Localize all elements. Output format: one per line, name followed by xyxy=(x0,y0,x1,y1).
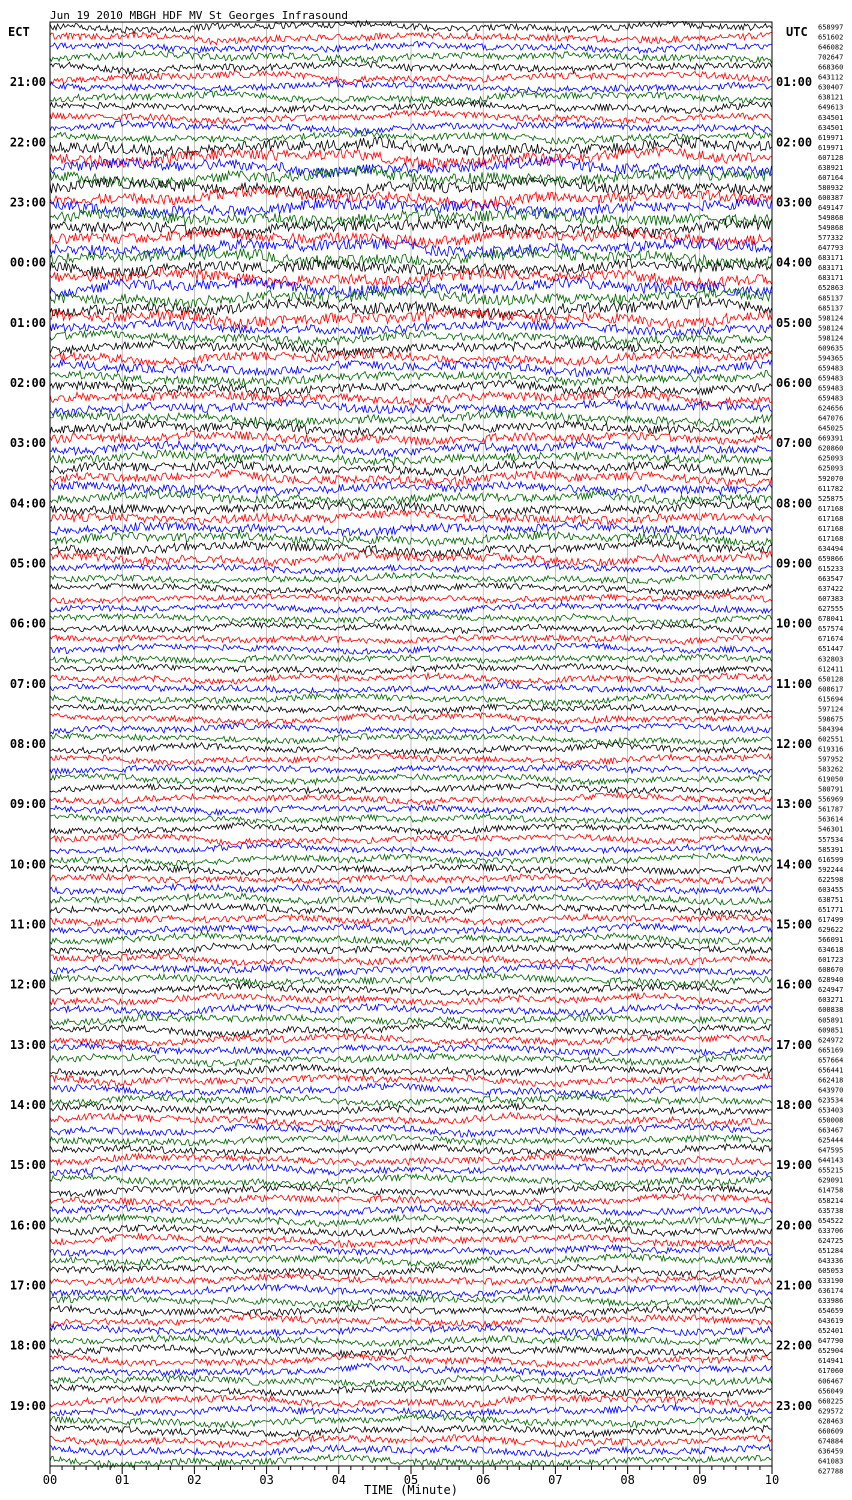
trace-scale-label: 643619 xyxy=(818,1317,844,1326)
trace-scale-label: 577332 xyxy=(818,234,844,243)
trace-scale-label: 652904 xyxy=(818,1347,844,1356)
trace-scale-label: 612411 xyxy=(818,665,844,674)
trace-scale-label: 702647 xyxy=(818,53,844,62)
trace-scale-label: 645025 xyxy=(818,424,844,433)
trace-scale-label: 617168 xyxy=(818,534,844,543)
trace-scale-label: 619050 xyxy=(818,775,844,784)
trace-scale-label: 637422 xyxy=(818,585,844,594)
trace-scale-label: 683171 xyxy=(818,274,844,283)
right-hour-label: 23:00 xyxy=(776,1398,813,1413)
trace-scale-label: 561787 xyxy=(818,805,844,814)
left-hour-label: 17:00 xyxy=(9,1278,46,1293)
right-hour-label: 14:00 xyxy=(776,857,813,872)
trace-scale-label: 629091 xyxy=(818,1176,844,1185)
right-hour-label: 16:00 xyxy=(776,977,813,992)
trace-scale-label: 624972 xyxy=(818,1036,844,1045)
trace-scale-label: 597952 xyxy=(818,755,844,764)
trace-scale-label: 557534 xyxy=(818,835,844,844)
trace-scale-label: 646082 xyxy=(818,43,844,52)
x-tick-label: 03 xyxy=(259,1473,274,1487)
x-tick-label: 01 xyxy=(114,1473,130,1487)
left-hour-label: 21:00 xyxy=(9,75,46,90)
trace-scale-label: 592070 xyxy=(818,474,844,483)
trace-scale-label: 549868 xyxy=(818,224,844,233)
trace-scale-label: 660609 xyxy=(818,1427,844,1436)
left-hour-label: 01:00 xyxy=(9,315,46,330)
trace-scale-label: 633706 xyxy=(818,1226,844,1235)
left-hour-label: 23:00 xyxy=(9,195,46,210)
trace-scale-label: 624947 xyxy=(818,986,844,995)
trace-scale-label: 617499 xyxy=(818,915,844,924)
trace-scale-label: 598124 xyxy=(818,314,844,323)
trace-scale-label: 609851 xyxy=(818,1026,844,1035)
x-tick-label: 00 xyxy=(42,1473,58,1487)
trace-scale-label: 635738 xyxy=(818,1206,844,1215)
left-hour-label: 11:00 xyxy=(9,917,46,932)
trace-scale-label: 624725 xyxy=(818,1236,844,1245)
trace-scale-label: 546301 xyxy=(818,825,844,834)
trace-scale-label: 683171 xyxy=(818,254,844,263)
trace-scale-label: 608670 xyxy=(818,966,844,975)
trace-scale-label: 617168 xyxy=(818,524,844,533)
trace-scale-label: 619316 xyxy=(818,745,844,754)
trace-scale-label: 654522 xyxy=(818,1216,844,1225)
trace-scale-label: 630407 xyxy=(818,83,844,92)
trace-scale-label: 628463 xyxy=(818,1417,844,1426)
right-hour-label: 22:00 xyxy=(776,1338,813,1353)
trace-scale-label: 549868 xyxy=(818,214,844,223)
trace-scale-label: 643112 xyxy=(818,73,844,82)
trace-scale-label: 602551 xyxy=(818,735,844,744)
right-hour-label: 19:00 xyxy=(776,1158,813,1173)
left-hour-label: 02:00 xyxy=(9,376,46,390)
trace-scale-label: 644143 xyxy=(818,1156,844,1165)
trace-scale-label: 594365 xyxy=(818,354,844,363)
left-hour-label: 18:00 xyxy=(9,1338,46,1353)
trace-scale-label: 598124 xyxy=(818,334,844,343)
right-hour-label: 06:00 xyxy=(776,376,813,390)
left-hour-label: 04:00 xyxy=(9,496,46,511)
right-hour-label: 01:00 xyxy=(776,75,813,90)
trace-scale-label: 607164 xyxy=(818,173,844,182)
left-hour-label: 07:00 xyxy=(9,676,46,691)
trace-scale-label: 656049 xyxy=(818,1387,844,1396)
trace-scale-label: 615233 xyxy=(818,565,844,574)
trace-scale-label: 643970 xyxy=(818,1086,844,1095)
trace-scale-label: 624656 xyxy=(818,404,844,413)
trace-scale-label: 603271 xyxy=(818,996,844,1005)
trace-scale-label: 607128 xyxy=(818,153,844,162)
trace-scale-label: 611782 xyxy=(818,484,844,493)
trace-scale-label: 638751 xyxy=(818,895,844,904)
right-hour-label: 15:00 xyxy=(776,917,813,932)
trace-scale-label: 657664 xyxy=(818,1056,844,1065)
trace-scale-label: 685137 xyxy=(818,304,844,313)
right-hour-label: 11:00 xyxy=(776,676,813,691)
left-hour-label: 12:00 xyxy=(9,977,46,992)
trace-scale-label: 584394 xyxy=(818,725,844,734)
trace-scale-label: 592244 xyxy=(818,865,844,874)
x-tick-label: 02 xyxy=(187,1473,202,1487)
trace-scale-label: 683171 xyxy=(818,264,844,273)
trace-scale-label: 647595 xyxy=(818,1146,844,1155)
trace-scale-label: 525875 xyxy=(818,494,844,503)
trace-scale-label: 600838 xyxy=(818,1006,844,1015)
trace-scale-label: 641083 xyxy=(818,1457,844,1466)
trace-scale-label: 647790 xyxy=(818,1337,844,1346)
trace-scale-label: 607383 xyxy=(818,595,844,604)
trace-scale-label: 605053 xyxy=(818,1266,844,1275)
trace-scale-label: 662418 xyxy=(818,1076,844,1085)
x-tick-label: 05 xyxy=(403,1473,419,1487)
trace-scale-label: 580932 xyxy=(818,183,844,192)
left-timezone-label: ECT xyxy=(8,25,30,39)
trace-scale-label: 638121 xyxy=(818,93,844,102)
trace-scale-label: 658997 xyxy=(818,23,844,32)
right-hour-label: 04:00 xyxy=(776,255,813,270)
trace-scale-label: 636174 xyxy=(818,1287,844,1296)
trace-scale-label: 652863 xyxy=(818,284,844,293)
right-hour-label: 12:00 xyxy=(776,737,813,751)
trace-scale-label: 617168 xyxy=(818,514,844,523)
left-hour-label: 09:00 xyxy=(9,797,46,812)
trace-scale-label: 650128 xyxy=(818,675,844,684)
trace-scale-label: 651284 xyxy=(818,1246,844,1255)
right-timezone-label: UTC xyxy=(786,25,808,39)
trace-scale-label: 660225 xyxy=(818,1397,844,1406)
trace-scale-label: 636459 xyxy=(818,1447,844,1456)
trace-scale-labels xyxy=(818,24,843,1476)
trace-scale-label: 608617 xyxy=(818,685,844,694)
right-hour-label: 02:00 xyxy=(776,135,813,150)
x-tick-label: 10 xyxy=(764,1473,780,1487)
trace-scale-label: 674884 xyxy=(818,1437,844,1446)
trace-scale-label: 647076 xyxy=(818,414,844,423)
trace-scale-label: 651602 xyxy=(818,33,844,42)
left-hour-label: 16:00 xyxy=(9,1218,46,1233)
trace-scale-label: 598675 xyxy=(818,715,844,724)
trace-scale-label: 634501 xyxy=(818,113,844,122)
trace-scale-label: 623534 xyxy=(818,1096,844,1105)
left-hour-label: 03:00 xyxy=(9,436,46,451)
right-hour-label: 10:00 xyxy=(776,616,813,631)
trace-scale-label: 614758 xyxy=(818,1186,844,1195)
trace-scale-label: 585391 xyxy=(818,845,844,854)
trace-scale-label: 603455 xyxy=(818,885,844,894)
trace-scale-label: 616599 xyxy=(818,855,844,864)
trace-scale-label: 601723 xyxy=(818,956,844,965)
x-tick-label: 09 xyxy=(692,1473,708,1487)
trace-scale-label: 628940 xyxy=(818,976,844,985)
trace-scale-label: 563614 xyxy=(818,815,844,824)
trace-scale-label: 663467 xyxy=(818,1126,844,1135)
trace-scale-label: 650008 xyxy=(818,1116,844,1125)
left-hour-label: 13:00 xyxy=(9,1037,46,1052)
x-tick-label: 08 xyxy=(620,1473,635,1487)
trace-scale-label: 598124 xyxy=(818,324,844,333)
trace-scale-label: 659483 xyxy=(818,384,844,393)
trace-scale-label: 665169 xyxy=(818,1046,844,1055)
trace-scale-label: 651447 xyxy=(818,645,844,654)
trace-scale-label: 600387 xyxy=(818,193,844,202)
trace-scale-label: 643336 xyxy=(818,1256,844,1265)
trace-scale-label: 668360 xyxy=(818,63,844,72)
trace-scale-label: 651771 xyxy=(818,905,844,914)
left-hour-label: 15:00 xyxy=(9,1158,46,1173)
trace-scale-label: 659866 xyxy=(818,554,844,563)
trace-scale-label: 619971 xyxy=(818,133,844,142)
trace-scale-label: 617168 xyxy=(818,504,844,513)
trace-scale-label: 619971 xyxy=(818,143,844,152)
trace-scale-label: 657574 xyxy=(818,625,844,634)
trace-scale-label: 663547 xyxy=(818,575,844,584)
trace-scale-label: 634494 xyxy=(818,544,844,553)
x-tick-label: 04 xyxy=(331,1473,347,1487)
trace-scale-label: 580791 xyxy=(818,785,844,794)
right-hour-label: 17:00 xyxy=(776,1037,813,1052)
chart-title: Jun 19 2010 MBGH HDF MV St Georges Infrasound xyxy=(50,9,349,22)
trace-scale-label: 632803 xyxy=(818,655,844,664)
right-hour-label: 07:00 xyxy=(776,436,813,451)
trace-scale-label: 634618 xyxy=(818,946,844,955)
trace-scale-label: 627788 xyxy=(818,1467,844,1476)
trace-scale-label: 583262 xyxy=(818,765,844,774)
trace-scale-label: 649147 xyxy=(818,204,844,213)
left-hour-label: 00:00 xyxy=(9,255,46,270)
trace-scale-label: 625444 xyxy=(818,1136,844,1145)
left-hour-label: 22:00 xyxy=(9,135,46,150)
trace-scale-label: 633986 xyxy=(818,1297,844,1306)
trace-scale-label: 566091 xyxy=(818,936,844,945)
x-tick-label: 06 xyxy=(475,1473,491,1487)
trace-scale-label: 615694 xyxy=(818,695,844,704)
trace-scale-label: 659483 xyxy=(818,364,844,373)
trace-scale-label: 622598 xyxy=(818,875,844,884)
left-hour-label: 10:00 xyxy=(9,857,46,872)
right-hour-label: 05:00 xyxy=(776,315,813,330)
right-hour-label: 03:00 xyxy=(776,195,813,210)
trace-scale-label: 659483 xyxy=(818,374,844,383)
left-hour-label: 08:00 xyxy=(9,737,46,751)
trace-scale-label: 634501 xyxy=(818,123,844,132)
trace-scale-label: 627555 xyxy=(818,605,844,614)
trace-scale-label: 647793 xyxy=(818,244,844,253)
trace-scale-label: 629572 xyxy=(818,1407,844,1416)
trace-scale-label: 655215 xyxy=(818,1166,844,1175)
trace-scale-label: 605891 xyxy=(818,1016,844,1025)
x-tick-label: 07 xyxy=(548,1473,563,1487)
trace-scale-label: 656441 xyxy=(818,1066,844,1075)
trace-scale-label: 658214 xyxy=(818,1196,844,1205)
trace-scale-label: 556969 xyxy=(818,795,844,804)
trace-scale-label: 654659 xyxy=(818,1307,844,1316)
trace-scale-label: 597124 xyxy=(818,705,844,714)
left-hour-label: 05:00 xyxy=(9,556,46,571)
left-hour-label: 14:00 xyxy=(9,1098,46,1112)
right-hour-label: 09:00 xyxy=(776,556,813,571)
trace-scale-label: 620860 xyxy=(818,444,844,453)
trace-scale-label: 671674 xyxy=(818,635,844,644)
trace-scale-label: 685137 xyxy=(818,294,844,303)
x-axis-title: TIME (Minute) xyxy=(364,1483,458,1497)
trace-scale-label: 606467 xyxy=(818,1377,844,1386)
trace-scale-label: 633190 xyxy=(818,1276,844,1285)
trace-scale-label: 649613 xyxy=(818,103,844,112)
trace-scale-label: 659483 xyxy=(818,394,844,403)
right-hour-label: 21:00 xyxy=(776,1278,813,1293)
trace-scale-label: 625093 xyxy=(818,464,844,473)
right-hour-label: 08:00 xyxy=(776,496,813,511)
trace-scale-label: 617060 xyxy=(818,1367,844,1376)
right-hour-label: 18:00 xyxy=(776,1098,813,1112)
right-hour-label: 13:00 xyxy=(776,797,813,812)
trace-scale-label: 614941 xyxy=(818,1357,844,1366)
trace-scale-label: 629622 xyxy=(818,926,844,935)
left-hour-label: 19:00 xyxy=(9,1398,46,1413)
left-hour-label: 06:00 xyxy=(9,616,46,631)
trace-scale-label: 638921 xyxy=(818,163,844,172)
right-hour-label: 20:00 xyxy=(776,1218,813,1233)
trace-scale-label: 678041 xyxy=(818,615,844,624)
trace-scale-label: 625093 xyxy=(818,454,844,463)
trace-scale-label: 609635 xyxy=(818,344,844,353)
trace-scale-label: 669391 xyxy=(818,434,844,443)
trace-scale-label: 652401 xyxy=(818,1327,844,1336)
trace-scale-label: 653403 xyxy=(818,1106,844,1115)
